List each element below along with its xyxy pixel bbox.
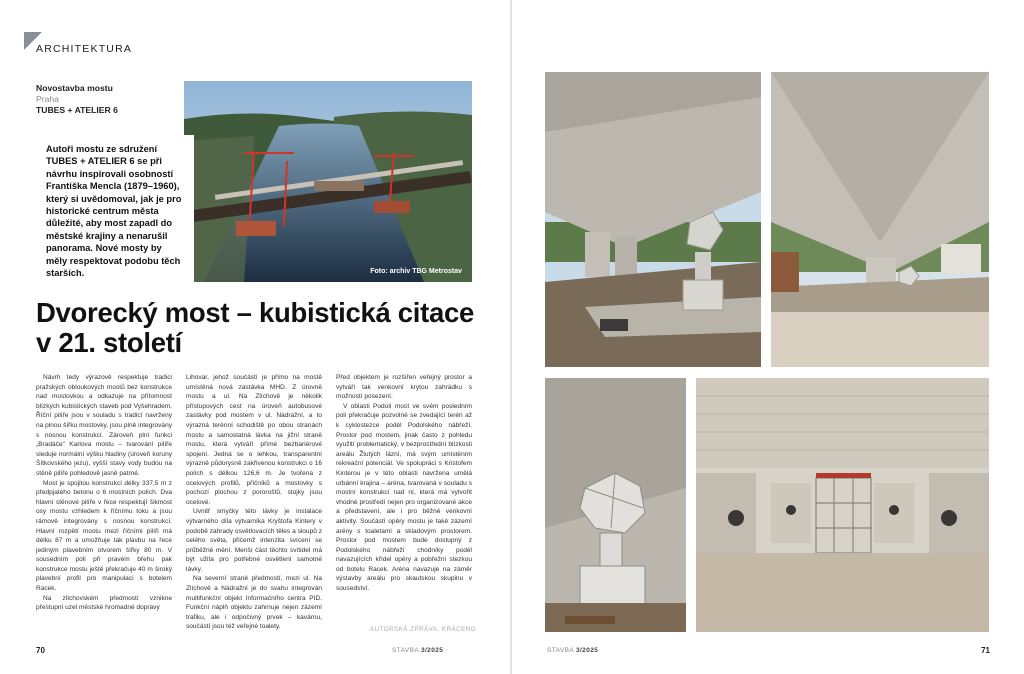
project-type: Novostavba mostu <box>36 83 113 93</box>
project-authors: TUBES + ATELIER 6 <box>36 105 118 115</box>
byline: AUTORSKÁ ZPRÁVA, KRÁCENO <box>370 626 476 633</box>
paragraph: Most je spojitou konstrukcí délky 337,5 m z předpjatého betonu o 6 mostních polích. Dva hlavní stěnové pilíře v řece respektují šikmost osy mostu vzhledem k říčnímu toku a jsou rámově integrovány s nosnou konstrukcí. Hlavní rozpětí mostu mezi říčními pilíři má délku 87 m a umožňuje tak plavbu na řece jediným plavebním otvorem šířky 80 m. V sousedním poli při pravém břehu pak konstrukce mostu ještě překračuje 40 m široký plavební profil pro manipulaci s botelem Racek. <box>36 479 172 593</box>
section-label: ARCHITEKTURA <box>36 43 133 55</box>
text-column-1 <box>36 373 172 613</box>
left-page <box>0 0 510 674</box>
text-column-3 <box>336 373 472 594</box>
magazine-name: STAVBA <box>547 647 574 654</box>
page-number-left: 70 <box>36 646 45 655</box>
page-number-right: 71 <box>981 646 990 655</box>
magazine-issue-left <box>392 647 443 654</box>
project-city: Praha <box>36 94 59 104</box>
photo-arena-interior <box>696 378 989 632</box>
right-page <box>512 0 1024 674</box>
photo-bridge-underside <box>771 72 989 367</box>
magazine-issue: 3/2025 <box>420 647 444 654</box>
paragraph: Návrh tedy výrazově respektuje tradici pražských obloukových mostů bez konstrukce nad mostovkou a odkazuje na přítomnost blízkých kubistických staveb pod Vyšehradem. Říční pilíře jsou v souladu s tradicí navrženy na plnou šířku mostovky, jsou plně integrovány s nosnou konstrukcí. Zároveň plní funkci „Bradáče“ Karlova mostu – tvarování pilíře sleduje normální výšku hladiny (úroveň koruny Šítkovského jezu), vyšší stavy vody budou na stěně pilíře pohledově jasně patrné. <box>36 374 172 477</box>
photo-credit: Foto: archiv TBG Metrostav <box>370 268 462 275</box>
paragraph: Lihovar, jehož součástí je přímo na mostě umístěná nová zastávka MHD. Z úrovně mostu a ul. Na Zlíchově je několik přístupových cest na úroveň autobusové zastávky pod mostem v ul. Nádražní, a to výrazná terénní schodiště po obou stranách mostu a samostatná lávka na jižní straně mostu, která vytváří přímé bezbariérové spojení. Jedná se o lehkou, transparentní výrazně půdorysně zakřivenou konstrukci o 16 polích s délkou 126,6 m. Je tvořena z ocelových profilů, příčníků a mostovky s pochozí plochou z pororoštů, stojky jsou ocelové. <box>186 374 322 506</box>
magazine-issue: 3/2025 <box>575 647 599 654</box>
project-meta <box>36 83 118 116</box>
paragraph: Uvnitř smyčky této lávky je instalace výtvarného díla výtvarníka Kryštofa Kintery v podobě zahrady osvětlovacích těles a sloupů z celého světa, přičemž intenzita svícení se průběžně mění. Menší část těchto svítidel má být užita pro potřebné osvětlení samotné lávky. <box>186 508 322 573</box>
photo-under-bridge-sculpture <box>545 72 761 367</box>
paragraph: Na severní straně předmostí, mezi ul. Na Zlíchově a Nádražní je do svahu integrován multifunkční objekt Informačního centra PID. Funkční náplň objektu zahrnuje nejen zázemí trafiku, ale i odpočivný prvek – kavárnu, součástí jsou též veřejné toalety. <box>186 575 322 631</box>
article-headline: Dvorecký most – kubistická citace v 21. století <box>36 297 474 358</box>
paragraph: V oblasti Podolí most ve svém posledním poli překračuje pozvolné se zvedající terén až k cyklostezce podél Podolského nábřeží. Prostor pod mostem, jinak často z pohledu využití problematický, v bezprostřední blízkosti areálu Žlutých lázní, má svým umístěním rekreační potenciál. Ve spolupráci s Kristofem Kinterou je v této oblasti navržena umělá urbánní krajina – aréna, tvarovaná v souladu s mostní konstrukcí nad ní, která má vytvořit vhodné prostředí nejen pro organizované akce a představení, ale i pro běžné venkovní aktivity. Součástí opěry mostu je také zázemí arény s toaletami a skladovým prostorem. Prostor pod mostem bude dostupný z Podolského nábřeží chodníky podél navazujících křídel opěry a pobřežní stezkou od botelu Racek. Aréna navazuje na záměr výstavby areálu pro skautskou skupinu v sousedství. <box>336 402 472 593</box>
paragraph: Před objektem je rozšířen veřejný prostor a vytváří tak venkovní krytou zahrádku s možností posezení. <box>336 374 472 401</box>
magazine-issue-right <box>547 647 598 654</box>
paragraph: Na zlíchovském předmostí vznikne přestupní uzel městské hromadné dopravy <box>36 594 172 612</box>
hero-photo-bridge-aerial <box>184 81 472 282</box>
lead-paragraph: Autoři mostu ze sdružení TUBES + ATELIER 6 se při návrhu inspirovali osobností Františka Mencla (1879–1960), který si uvědomoval, jak je pro historické centrum města důležité, aby most zapadl do městské krajiny a nenarušil panorama. Nové mosty by měly respektovat podobu těch starších. <box>46 144 182 279</box>
magazine-name: STAVBA <box>392 647 419 654</box>
text-column-2 <box>186 373 322 632</box>
photo-sculpture-closeup <box>545 378 686 632</box>
